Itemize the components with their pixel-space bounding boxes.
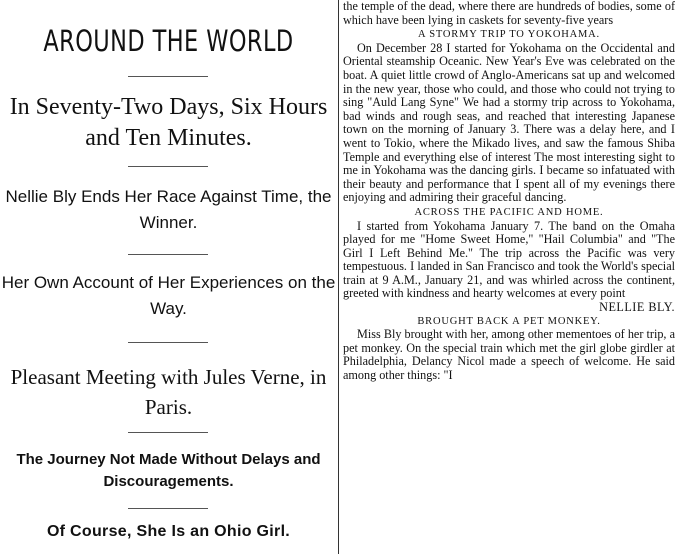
section-body-monkey: Miss Bly brought with her, among other mementoes of her trip, a pet monkey. On the special train which met the girl globe girdler at Philadelphia, Delancy Nicol made a speech of welcome. He said among other things: "I xyxy=(343,327,675,383)
deck-divider xyxy=(128,432,208,433)
deck-divider xyxy=(128,254,208,255)
section-heading-yokohama: A STORMY TRIP TO YOKOHAMA. xyxy=(418,29,600,41)
subheadline-winner: Nellie Bly Ends Her Race Against Time, the Winner. xyxy=(5,187,332,232)
deck-divider xyxy=(128,76,208,77)
subheadline-delays: The Journey Not Made Without Delays and Discouragements. xyxy=(16,451,321,490)
section-body-yokohama: On December 28 I started for Yokohama on the Occidental and Oriental steamship Oceanic. New Year's Eve was celebrated on the boat. A quiet little crowd of Anglo-Americans sat up and welcomed in the new year, those who could, and those who could not trying to sing "Auld Lang Syne" We had a stormy trip across to Yokohama, bad winds and rough seas, and reached that interesting Japanese town on the morning of January 3. There was a delay here, and I went to Tokio, where the Mikado lives, and saw the famous Shiba Temple and everything else of interest The most interesting sight to me in Yokohama was the dancing girls. I became so infatuated with their beauty and performance that I spent all of my evenings there enjoying and admiring their graceful dancing. xyxy=(343,40,675,205)
article-column xyxy=(343,0,675,554)
subheadline-experiences: Her Own Account of Her Experiences on the Way. xyxy=(1,273,336,318)
deck-divider xyxy=(128,342,208,343)
main-headline: AROUND THE WORLD xyxy=(43,24,294,58)
deck-divider xyxy=(128,508,208,509)
column-divider xyxy=(338,0,339,554)
article-intro: the temple of the dead, where there are hundreds of bodies, some of which have been lying in caskets for seventy-five years xyxy=(343,0,675,27)
section-body-pacific-text: I started from Yokohama January 7. The band on the Omaha played for me "Home Sweet Home," "Hail Columbia" and "The Girl I Left Behind Me." The trip across the Pacific was very tempestuous. I landed in San Francisco and took the World's special train at 9 A.M., January 21, and was whirled across the continent, greeted with kindness and hearty welcomes at every point xyxy=(343,218,675,301)
signature: NELLIE BLY. xyxy=(599,300,675,315)
deck-divider xyxy=(128,166,208,167)
section-heading-monkey: BROUGHT BACK A PET MONKEY. xyxy=(417,315,601,327)
headline-column xyxy=(0,0,337,554)
subheadline-jules-verne: Pleasant Meeting with Jules Verne, in Paris. xyxy=(10,365,327,419)
subheadline-duration: In Seventy-Two Days, Six Hours and Ten Minutes. xyxy=(9,94,328,151)
section-body-pacific xyxy=(343,218,675,315)
section-heading-pacific: ACROSS THE PACIFIC AND HOME. xyxy=(414,206,604,218)
subheadline-ohio-girl: Of Course, She Is an Ohio Girl. xyxy=(46,523,291,540)
